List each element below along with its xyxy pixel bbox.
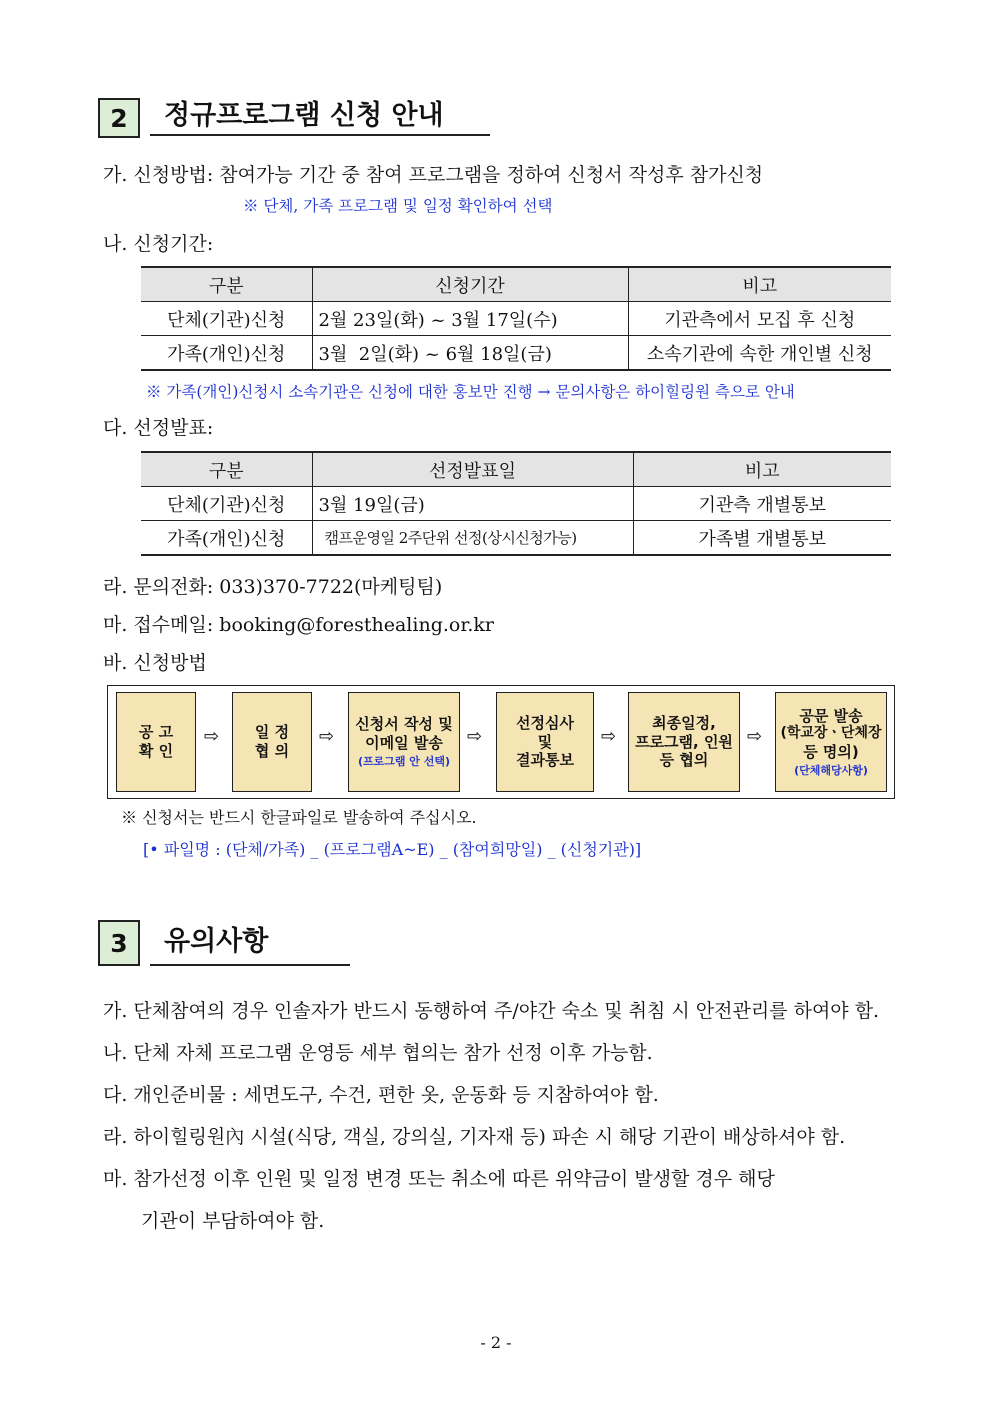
table-cell: 가족별 개별통보 (633, 521, 891, 556)
section-title: 유의사항 (150, 920, 350, 966)
header-announce-date: 선정발표일 (312, 452, 633, 487)
table-cell: 단체(기관)신청 (141, 487, 312, 521)
note-ga: ※ 단체, 가족 프로그램 및 일정 확인하여 선택 (243, 197, 553, 215)
flow-step-text: 공 고 (138, 723, 174, 742)
table-header-row (141, 452, 891, 487)
item-ga: 가. 신청방법: 참여가능 기간 중 참여 프로그램을 정하여 신청서 작성후 참가신청 (103, 164, 764, 186)
table-cell: 3월 2일(화) ~ 6월 18일(금) (312, 336, 628, 371)
flow-step-4 (496, 692, 594, 792)
table-cell: 가족(개인)신청 (141, 336, 312, 371)
note-na: ※ 가족(개인)신청시 소속기관은 신청에 대한 홍보만 진행 → 문의사항은 하이힐링원 측으로 안내 (146, 383, 795, 401)
table-cell: 기관측 개별통보 (633, 487, 891, 521)
caution-item-ra: 라. 하이힐링원內 시설(식당, 객실, 강의실, 기자재 등) 파손 시 해당 기관이 배상하셔야 함. (103, 1126, 846, 1148)
flow-step-2 (232, 692, 312, 792)
table-cell: 2월 23일(화) ~ 3월 17일(수) (312, 302, 628, 336)
table-header-row (141, 267, 891, 302)
caution-item-na: 나. 단체 자체 프로그램 운영등 세부 협의는 참가 선정 이후 가능함. (103, 1042, 653, 1064)
flow-step-5 (628, 692, 740, 792)
flow-step-text: (학교장ㆍ단체장 (780, 725, 882, 742)
arrow-right-icon: ⇨ (467, 726, 483, 747)
header-remarks: 비고 (633, 452, 891, 487)
arrow-right-icon: ⇨ (601, 726, 617, 747)
table-cell: 단체(기관)신청 (141, 302, 312, 336)
section-title: 정규프로그램 신청 안내 (150, 98, 490, 136)
item-ma: 마. 접수메일: booking@foresthealing.or.kr (103, 614, 494, 636)
period-table (141, 266, 891, 371)
arrow-right-icon: ⇨ (319, 726, 335, 747)
flow-step-text: 협 의 (254, 742, 290, 760)
table-row (141, 336, 891, 371)
note-ba-2: [• 파일명 : (단체/가족) _ (프로그램A~E) _ (참여희망일) _ (신청기관)] (143, 840, 642, 859)
application-flow (107, 685, 895, 799)
section-number: 3 (98, 920, 140, 966)
table-row (141, 521, 891, 556)
flow-step-6 (775, 692, 887, 792)
flow-step-text: 선정심사 (516, 713, 574, 732)
flow-step-text: 일 정 (254, 723, 290, 742)
section-number: 2 (98, 98, 140, 138)
flow-step-text: 등 협의 (659, 751, 709, 770)
caution-item-ma-continued: 기관이 부담하여야 함. (141, 1210, 325, 1232)
flow-step-text: 확 인 (138, 742, 174, 760)
note-ba-1: ※ 신청서는 반드시 한글파일로 발송하여 주십시오. (121, 808, 477, 827)
flow-step-text: 및 (537, 732, 553, 751)
caution-item-da: 다. 개인준비물 : 세면도구, 수건, 편한 옷, 운동화 등 지참하여야 함. (103, 1084, 659, 1106)
table-cell: 소속기관에 속한 개인별 신청 (628, 336, 891, 371)
item-da: 다. 선정발표: (103, 417, 214, 439)
flow-step-1 (116, 692, 196, 792)
flow-step-subtext: (프로그램 안 선택) (357, 754, 451, 768)
item-ra: 라. 문의전화: 033)370-7722(마케팅팀) (103, 576, 443, 598)
flow-step-text: 등 명의) (803, 742, 859, 761)
flow-step-text: 최종일정, (652, 713, 716, 732)
flow-step-text: 신청서 작성 및 (355, 715, 453, 734)
arrow-right-icon: ⇨ (204, 726, 220, 747)
item-na: 나. 신청기간: (103, 233, 214, 255)
table-cell: 가족(개인)신청 (141, 521, 312, 556)
flow-step-3 (348, 692, 460, 792)
table-cell: 3월 19일(금) (312, 487, 633, 521)
flow-step-text: 공문 발송 (799, 706, 863, 725)
announce-table (141, 451, 891, 556)
header-period: 신청기간 (312, 267, 628, 302)
header-category: 구분 (141, 452, 312, 487)
table-row (141, 487, 891, 521)
page-number: - 2 - (480, 1333, 512, 1352)
flow-step-text: 프로그램, 인원 (635, 732, 733, 751)
table-cell: 캠프운영일 2주단위 선정(상시신청가능) (312, 521, 633, 556)
table-row (141, 302, 891, 336)
caution-item-ma: 마. 참가선정 이후 인원 및 일정 변경 또는 취소에 따른 위약금이 발생할 경우 해당 (103, 1168, 775, 1190)
header-remarks: 비고 (628, 267, 891, 302)
table-cell: 기관측에서 모집 후 신청 (628, 302, 891, 336)
caution-item-ga: 가. 단체참여의 경우 인솔자가 반드시 동행하여 주/야간 숙소 및 취침 시 안전관리를 하여야 함. (103, 1000, 880, 1022)
flow-step-text: 결과통보 (516, 751, 574, 770)
item-ba: 바. 신청방법 (103, 652, 207, 674)
arrow-right-icon: ⇨ (747, 726, 763, 747)
flow-step-subtext: (단체해당사항) (794, 763, 868, 777)
header-category: 구분 (141, 267, 312, 302)
flow-step-text: 이메일 발송 (365, 734, 443, 753)
